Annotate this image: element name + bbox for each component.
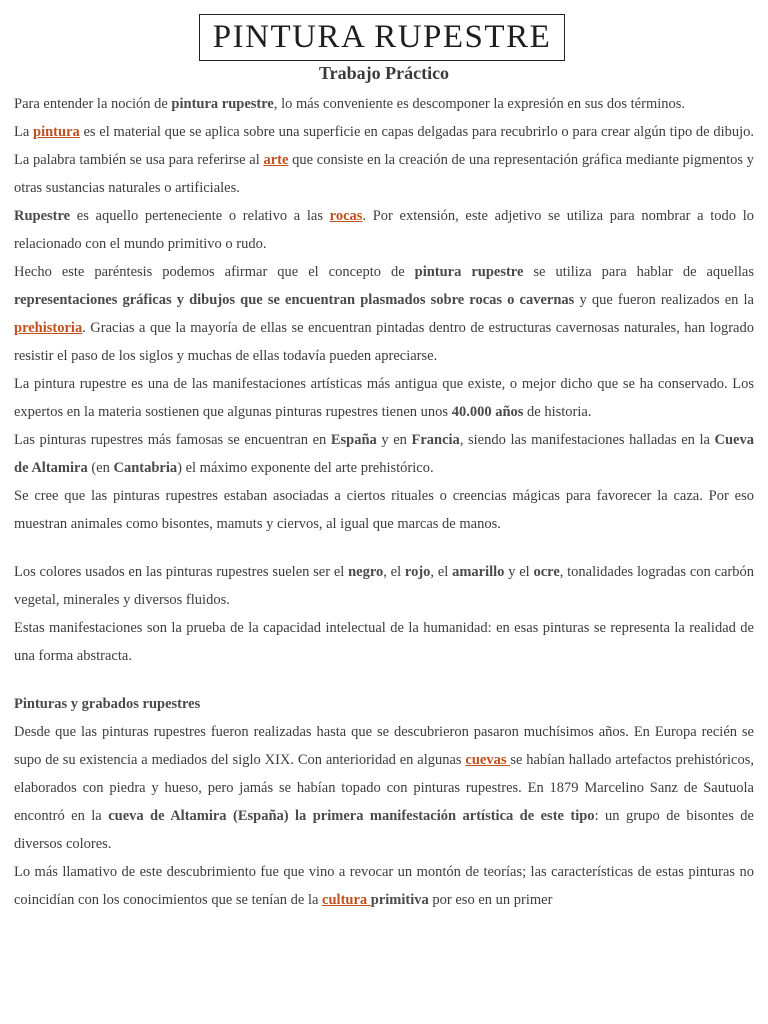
- bold-text: amarillo: [452, 564, 505, 580]
- bold-text: ocre: [533, 564, 560, 580]
- paragraph: [14, 370, 754, 426]
- text-span: es aquello perteneciente o relativo a las: [70, 208, 330, 224]
- text-span: : un grupo de bisontes de diversos colores.: [14, 808, 754, 852]
- text-span: Se cree que las pinturas rupestres estaban asociadas a ciertos rituales o creencias mágicas para favorecer la caza. Por eso muestran animales como bisontes, mamuts y ciervos, al igual que marcas de manos.: [14, 488, 754, 532]
- document-title: PINTURA RUPESTRE: [199, 14, 565, 61]
- bold-text: Cantabria: [113, 460, 178, 476]
- text-span: La pintura rupestre es una de las manifestaciones artísticas más antigua que existe, o mejor dicho que se ha conservado. Los expertos en la materia sostienen que algunas pinturas rupestres tienen unos: [14, 376, 754, 420]
- bold-text: pintura rupestre: [414, 264, 524, 280]
- bold-text: Francia: [411, 432, 460, 448]
- text-span: y que fueron realizados en la: [574, 292, 754, 308]
- text-span: . Por extensión, este adjetivo se utiliza para nombrar a todo lo relacionado con el mundo primitivo o rudo.: [14, 208, 754, 252]
- bold-text: primitiva: [370, 892, 429, 908]
- bold-text: 40.000 años: [451, 404, 524, 420]
- inline-link[interactable]: rocas: [329, 208, 363, 224]
- document-subtitle: Trabajo Práctico: [318, 63, 450, 83]
- text-span: Lo más llamativo de este descubrimiento fue que vino a revocar un montón de teorías; las características de estas pinturas no coincidían con los conocimientos que se tenían de la: [14, 864, 754, 908]
- bold-text: Pinturas y grabados rupestres: [14, 696, 201, 712]
- text-span: (en: [87, 460, 114, 476]
- paragraph: [14, 558, 754, 614]
- bold-text: pintura rupestre: [171, 96, 274, 112]
- bold-text: negro: [348, 564, 384, 580]
- text-span: ) el máximo exponente del arte prehistórico.: [177, 460, 434, 476]
- text-span: , el: [383, 564, 405, 580]
- text-span: . Gracias a que la mayoría de ellas se encuentran pintadas dentro de estructuras cavernosas naturales, han logrado resistir el paso de los siglos y muchas de ellas todavía pueden apreciarse.: [14, 320, 754, 364]
- text-span: , el: [430, 564, 453, 580]
- text-span: La: [14, 124, 34, 140]
- text-span: por eso en un primer: [428, 892, 553, 908]
- text-span: y el: [504, 564, 534, 580]
- text-span: se utiliza para hablar de aquellas: [523, 264, 754, 280]
- paragraph: [14, 258, 754, 370]
- paragraph: [14, 90, 754, 118]
- inline-link[interactable]: cuevas: [465, 752, 511, 768]
- text-span: Las pinturas rupestres más famosas se encuentran en: [14, 432, 331, 448]
- text-span: , tonalidades logradas con carbón vegetal, minerales y diversos fluidos.: [14, 564, 755, 608]
- inline-link[interactable]: prehistoria: [14, 320, 83, 336]
- inline-link[interactable]: cultura: [322, 892, 371, 908]
- inline-link[interactable]: pintura: [33, 124, 80, 140]
- paragraph: [14, 690, 754, 718]
- paragraph: [14, 118, 754, 202]
- text-span: , siendo las manifestaciones halladas en la: [459, 432, 715, 448]
- text-span: que consiste en la creación de una representación gráfica mediante pigmentos y otras sustancias naturales o artificiales.: [14, 152, 755, 196]
- paragraph: [14, 482, 754, 538]
- text-span: Estas manifestaciones son la prueba de la capacidad intelectual de la humanidad: en esas pinturas se representa la realidad de una forma abstracta.: [14, 620, 754, 664]
- text-span: Desde que las pinturas rupestres fueron realizadas hasta que se descubrieron pasaron muchísimos años. En Europa recién se supo de su existencia a mediados del siglo XIX. Con anterioridad en algunas: [14, 724, 754, 768]
- text-span: Los colores usados en las pinturas rupestres suelen ser el: [14, 564, 349, 580]
- paragraph: [14, 426, 754, 482]
- paragraph: [14, 858, 754, 914]
- bold-text: rojo: [404, 564, 431, 580]
- inline-link[interactable]: arte: [263, 152, 289, 168]
- bold-text: Rupestre: [14, 208, 71, 224]
- text-span: de historia.: [523, 404, 592, 420]
- document-body: [14, 90, 754, 914]
- bold-text: representaciones gráficas y dibujos que se encuentran plasmados sobre rocas o cavernas: [14, 292, 575, 308]
- text-span: Para entender la noción de: [14, 96, 172, 112]
- text-span: y en: [376, 432, 412, 448]
- text-span: se habían hallado artefactos prehistóricos, elaborados con piedra y hueso, pero jamás se habían topado con pinturas rupestres. En 1879 Marcelino Sanz de Sautuola encontró en la: [14, 752, 754, 824]
- bold-text: cueva de Altamira (España) la primera manifestación artística de este tipo: [108, 808, 595, 824]
- paragraph: [14, 202, 754, 258]
- text-span: , lo más conveniente es descomponer la expresión en sus dos términos.: [273, 96, 686, 112]
- text-span: Hecho este paréntesis podemos afirmar que el concepto de: [14, 264, 415, 280]
- paragraph: [14, 614, 754, 670]
- paragraph: [14, 718, 754, 858]
- bold-text: España: [330, 432, 377, 448]
- text-span: es el material que se aplica sobre una superficie en capas delgadas para recubrirlo o para crear algún tipo de dibujo. La palabra también se usa para referirse al: [14, 124, 754, 168]
- bold-text: Cueva de Altamira: [14, 432, 754, 476]
